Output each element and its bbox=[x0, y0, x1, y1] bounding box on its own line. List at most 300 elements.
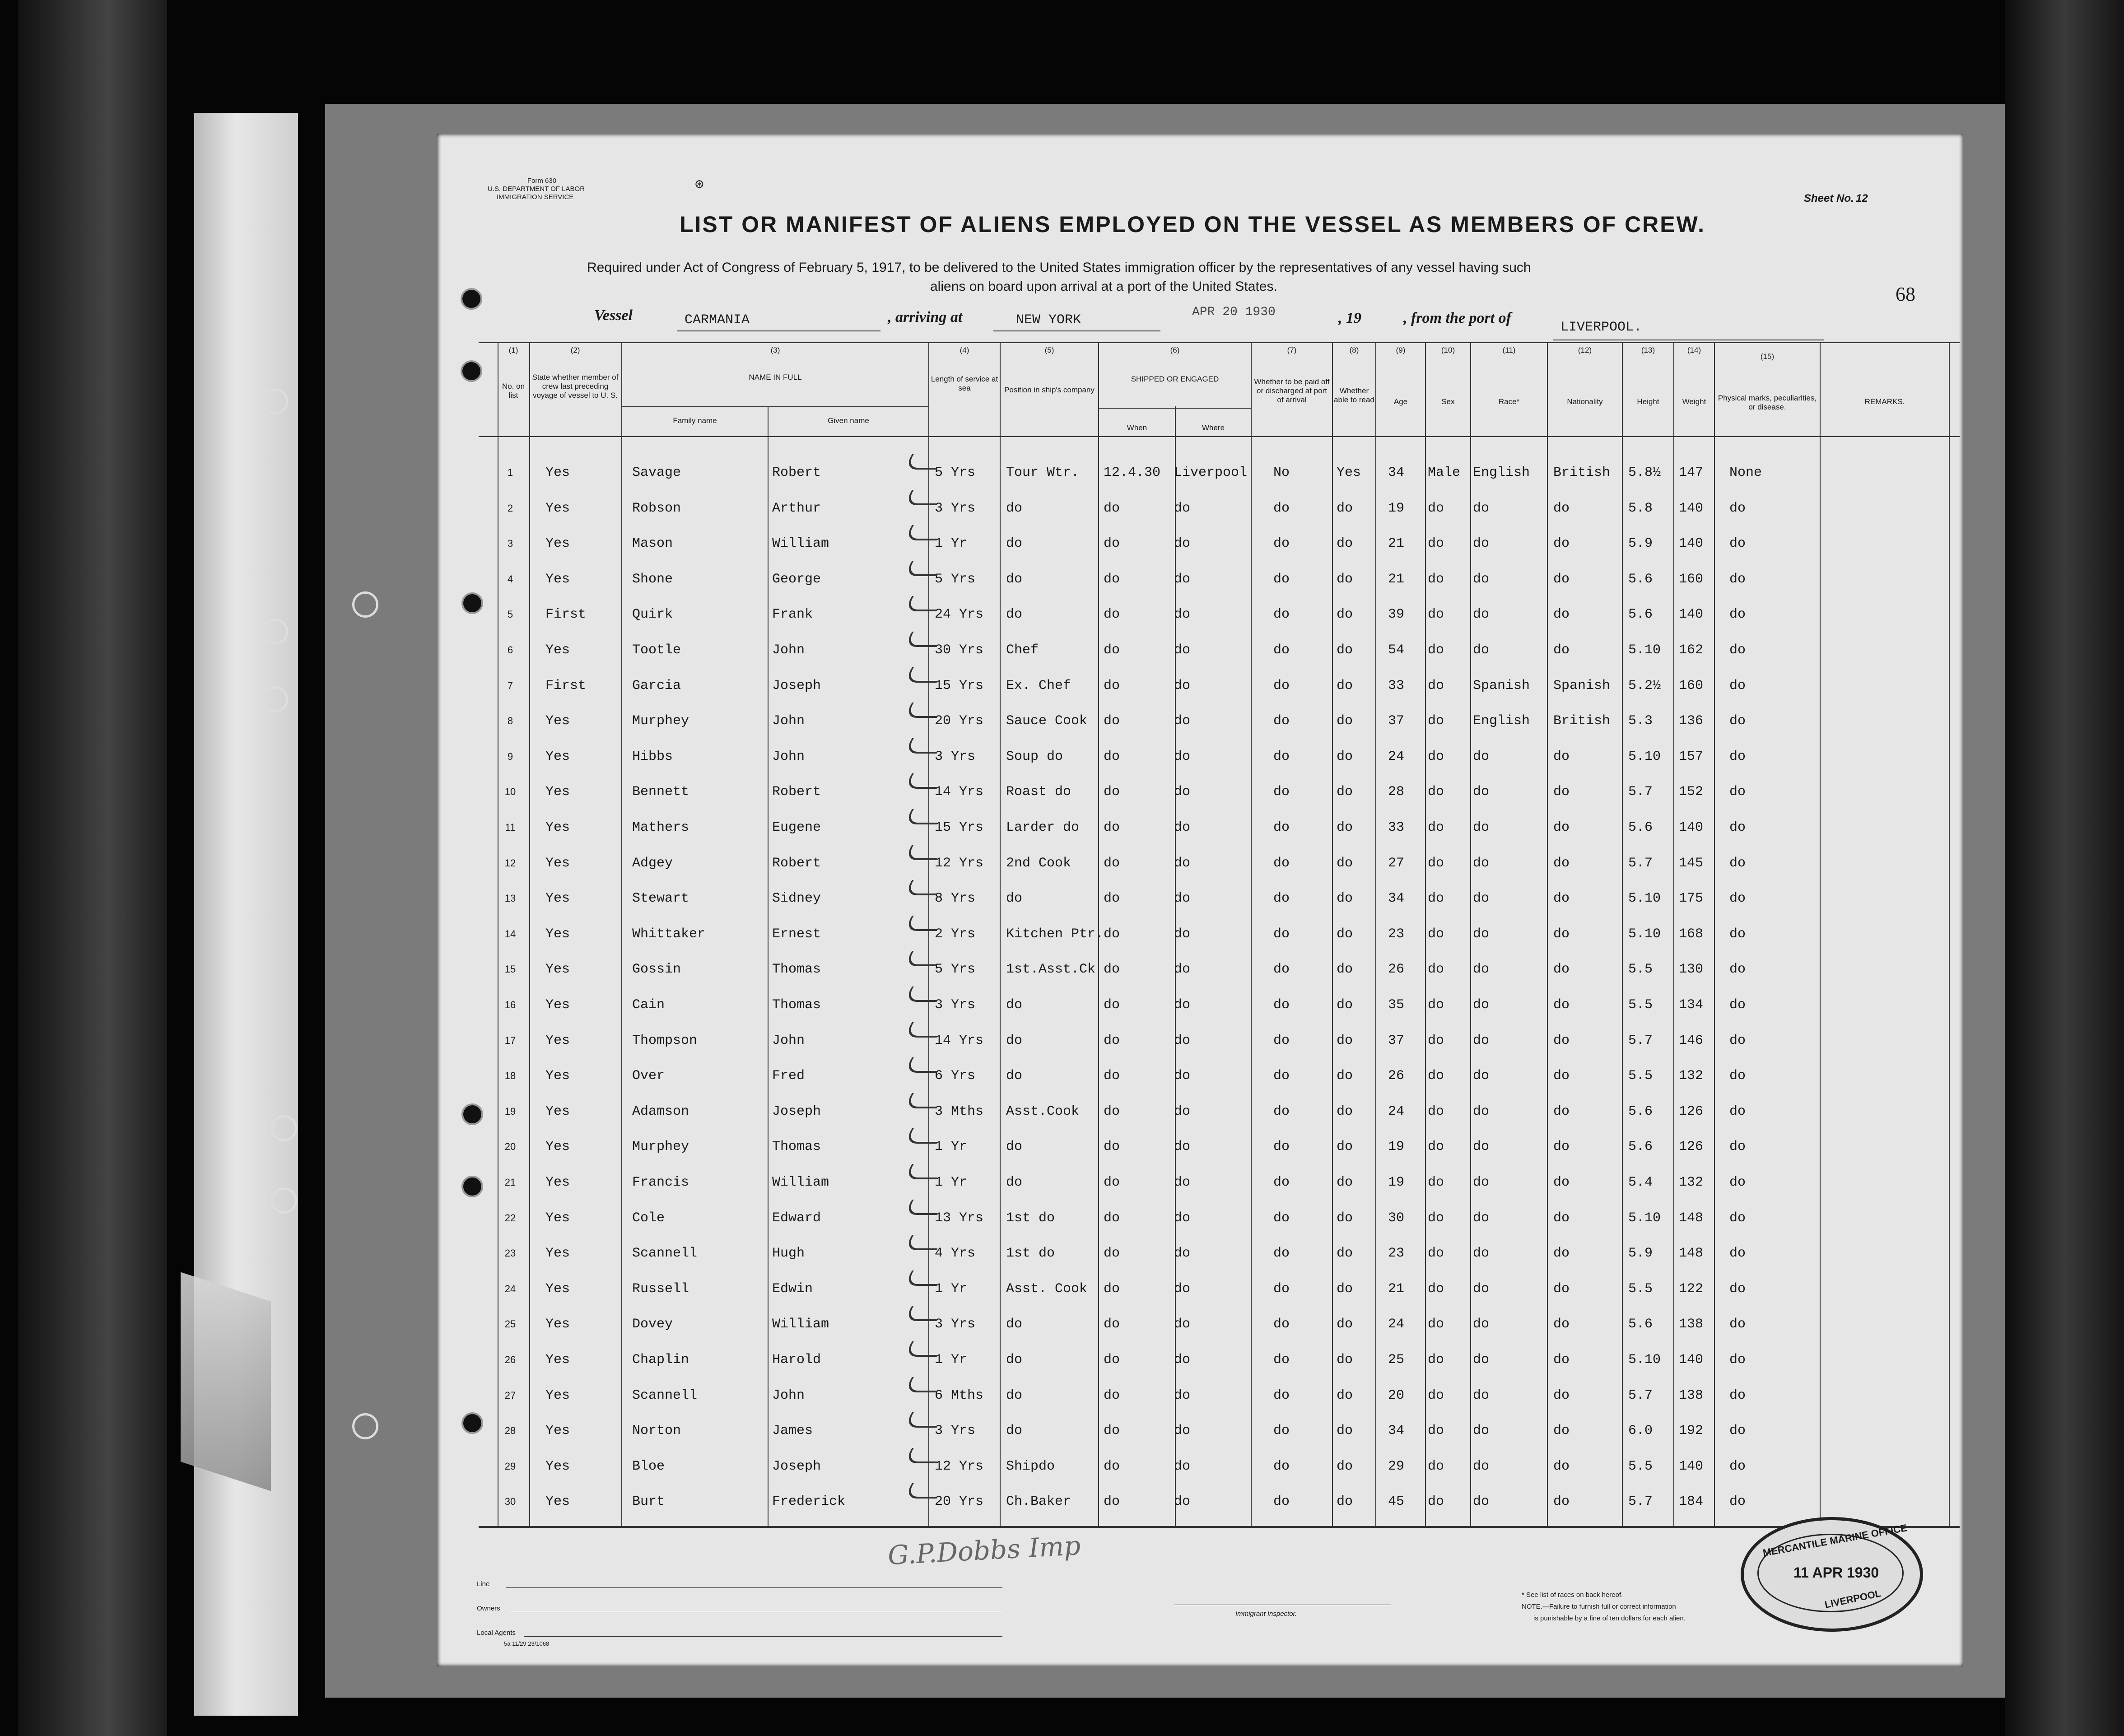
cell-weight: 148 bbox=[1679, 1210, 1704, 1226]
cell-service: 14 Yrs bbox=[935, 1033, 984, 1048]
cell-nationality: do bbox=[1553, 1139, 1570, 1155]
cell-read: do bbox=[1337, 1494, 1353, 1510]
cell-state: Yes bbox=[545, 1494, 570, 1510]
cell-nationality: do bbox=[1553, 1033, 1570, 1048]
cell-no: 3 bbox=[507, 538, 513, 549]
cell-where: do bbox=[1174, 642, 1191, 658]
table-row bbox=[0, 776, 1746, 811]
cell-age: 37 bbox=[1388, 1033, 1405, 1048]
cell-no: 6 bbox=[507, 644, 513, 656]
cell-service: 20 Yrs bbox=[935, 713, 984, 729]
cell-given: Robert bbox=[772, 465, 821, 480]
cell-no: 30 bbox=[504, 1496, 516, 1508]
cell-paid: do bbox=[1273, 678, 1290, 693]
cell-age: 24 bbox=[1388, 1103, 1405, 1119]
cell-weight: 140 bbox=[1679, 500, 1704, 516]
cell-service: 3 Yrs bbox=[935, 1423, 976, 1439]
table-row bbox=[0, 812, 1746, 847]
table-row bbox=[0, 741, 1746, 776]
header-when: When bbox=[1127, 424, 1147, 432]
cell-race: do bbox=[1473, 749, 1490, 764]
table-row bbox=[0, 1380, 1746, 1415]
cell-height: 5.8 bbox=[1628, 500, 1653, 516]
cell-family: Cole bbox=[632, 1210, 665, 1226]
cell-weight: 132 bbox=[1679, 1175, 1704, 1190]
cell-sex: Male bbox=[1428, 465, 1461, 480]
cell-no: 19 bbox=[504, 1105, 516, 1117]
cell-physical: do bbox=[1729, 607, 1746, 623]
table-row bbox=[0, 563, 1746, 599]
cell-read: do bbox=[1337, 607, 1353, 623]
table-row bbox=[0, 1060, 1746, 1095]
cell-given: John bbox=[772, 749, 805, 764]
cell-given: William bbox=[772, 1317, 829, 1332]
cell-sex: do bbox=[1428, 749, 1444, 764]
cell-read: do bbox=[1337, 642, 1353, 658]
cell-nationality: British bbox=[1553, 465, 1611, 480]
cell-sex: do bbox=[1428, 784, 1444, 800]
cell-state: Yes bbox=[545, 855, 570, 871]
cell-sex: do bbox=[1428, 1317, 1444, 1332]
cell-physical: do bbox=[1729, 1387, 1746, 1403]
cell-nationality: do bbox=[1553, 1210, 1570, 1226]
cell-where: do bbox=[1174, 784, 1191, 800]
cell-where: do bbox=[1174, 1139, 1191, 1155]
cell-race: do bbox=[1473, 1494, 1490, 1510]
cell-weight: 138 bbox=[1679, 1387, 1704, 1403]
sheet-label: Sheet No. bbox=[1804, 192, 1854, 205]
cell-state: Yes bbox=[545, 465, 570, 480]
cell-service: 4 Yrs bbox=[935, 1246, 976, 1261]
cell-read: do bbox=[1337, 855, 1353, 871]
stamp-date: 11 APR 1930 bbox=[1793, 1564, 1879, 1581]
cell-weight: 134 bbox=[1679, 997, 1704, 1013]
cell-position: Ch.Baker bbox=[1006, 1494, 1071, 1510]
cell-no: 25 bbox=[504, 1318, 516, 1330]
cell-position: do bbox=[1006, 1387, 1023, 1403]
cell-family: Chaplin bbox=[632, 1352, 689, 1368]
col-num-4: (4) bbox=[960, 346, 969, 354]
table-top-rule bbox=[479, 342, 1960, 343]
cell-read: do bbox=[1337, 962, 1353, 977]
cell-when: do bbox=[1104, 1458, 1120, 1474]
cell-service: 3 Yrs bbox=[935, 1317, 976, 1332]
cell-physical: do bbox=[1729, 1139, 1746, 1155]
cell-when: do bbox=[1104, 1423, 1120, 1439]
cell-read: do bbox=[1337, 1423, 1353, 1439]
cell-height: 5.9 bbox=[1628, 536, 1653, 552]
cell-family: Scannell bbox=[632, 1387, 698, 1403]
cell-sex: do bbox=[1428, 1175, 1444, 1190]
cell-given: Fred bbox=[772, 1068, 805, 1084]
rule bbox=[677, 330, 880, 331]
cell-no: 13 bbox=[504, 893, 516, 904]
cell-height: 5.4 bbox=[1628, 1175, 1653, 1190]
cell-height: 5.5 bbox=[1628, 1281, 1653, 1297]
header-height: Height bbox=[1637, 397, 1659, 406]
col-divider bbox=[1714, 342, 1715, 1526]
cell-no: 16 bbox=[504, 999, 516, 1010]
cell-position: 1st do bbox=[1006, 1246, 1055, 1261]
cell-weight: 132 bbox=[1679, 1068, 1704, 1084]
header-physical-marks: Physical marks, peculiarities, or disease. bbox=[1718, 394, 1817, 411]
cell-weight: 162 bbox=[1679, 642, 1704, 658]
cell-service: 2 Yrs bbox=[935, 926, 976, 942]
cell-weight: 146 bbox=[1679, 1033, 1704, 1048]
arrival-port: NEW YORK bbox=[1016, 312, 1081, 328]
cell-service: 3 Mths bbox=[935, 1103, 984, 1119]
cell-nationality: do bbox=[1553, 997, 1570, 1013]
cell-given: George bbox=[772, 571, 821, 587]
cell-when: do bbox=[1104, 1175, 1120, 1190]
table-row bbox=[0, 918, 1746, 954]
cell-sex: do bbox=[1428, 1103, 1444, 1119]
departure-port-label: , from the port of bbox=[1403, 310, 1511, 326]
cell-position: Roast do bbox=[1006, 784, 1071, 800]
cell-sex: do bbox=[1428, 997, 1444, 1013]
cell-height: 5.10 bbox=[1628, 891, 1661, 907]
cell-read: do bbox=[1337, 1458, 1353, 1474]
cell-no: 8 bbox=[507, 715, 513, 727]
subheader-rule bbox=[1098, 408, 1251, 409]
cell-weight: 122 bbox=[1679, 1281, 1704, 1297]
cell-no: 7 bbox=[507, 680, 513, 691]
form-subtitle-2: aliens on board upon arrival at a port of the United States. bbox=[930, 279, 1277, 294]
cell-weight: 130 bbox=[1679, 962, 1704, 977]
seal-icon: ⊛ bbox=[694, 177, 704, 191]
cell-paid: do bbox=[1273, 926, 1290, 942]
cell-height: 5.6 bbox=[1628, 820, 1653, 835]
cell-where: do bbox=[1174, 1387, 1191, 1403]
cell-no: 27 bbox=[504, 1389, 516, 1401]
cell-service: 8 Yrs bbox=[935, 891, 976, 907]
stamp-top-text: MERCANTILE MARINE OFFICE bbox=[1762, 1522, 1908, 1559]
cell-when: do bbox=[1104, 820, 1120, 835]
cell-family: Hibbs bbox=[632, 749, 673, 764]
cell-family: Burt bbox=[632, 1494, 665, 1510]
cell-when: do bbox=[1104, 1317, 1120, 1332]
cell-no: 1 bbox=[507, 467, 513, 478]
date-stamp: APR 20 1930 bbox=[1192, 305, 1276, 319]
cell-race: do bbox=[1473, 1033, 1490, 1048]
cell-age: 23 bbox=[1388, 926, 1405, 942]
cell-physical: do bbox=[1729, 500, 1746, 516]
cell-race: do bbox=[1473, 642, 1490, 658]
races-note: * See list of races on back hereof. bbox=[1522, 1591, 1623, 1599]
cell-physical: do bbox=[1729, 1033, 1746, 1048]
cell-no: 2 bbox=[507, 502, 513, 514]
cell-nationality: do bbox=[1553, 820, 1570, 835]
col-num-13: (13) bbox=[1641, 346, 1655, 354]
binder-ring bbox=[262, 388, 288, 414]
cell-age: 28 bbox=[1388, 784, 1405, 800]
cell-sex: do bbox=[1428, 1281, 1444, 1297]
cell-paid: do bbox=[1273, 749, 1290, 764]
cell-family: Norton bbox=[632, 1423, 681, 1439]
cell-race: do bbox=[1473, 1068, 1490, 1084]
cell-no: 12 bbox=[504, 857, 516, 869]
cell-read: do bbox=[1337, 1246, 1353, 1261]
cell-height: 5.5 bbox=[1628, 962, 1653, 977]
cell-physical: do bbox=[1729, 1210, 1746, 1226]
footer-line-label: Line bbox=[477, 1580, 490, 1588]
cell-nationality: do bbox=[1553, 1423, 1570, 1439]
cell-race: do bbox=[1473, 820, 1490, 835]
cell-family: Savage bbox=[632, 465, 681, 480]
cell-state: Yes bbox=[545, 1281, 570, 1297]
cell-height: 5.6 bbox=[1628, 1317, 1653, 1332]
cell-paid: do bbox=[1273, 1281, 1290, 1297]
cell-state: Yes bbox=[545, 997, 570, 1013]
cell-physical: do bbox=[1729, 855, 1746, 871]
cell-where: do bbox=[1174, 891, 1191, 907]
cell-race: do bbox=[1473, 926, 1490, 942]
cell-nationality: do bbox=[1553, 642, 1570, 658]
cell-state: Yes bbox=[545, 962, 570, 977]
cell-physical: do bbox=[1729, 820, 1746, 835]
cell-where: do bbox=[1174, 1246, 1191, 1261]
header-name-in-full: NAME IN FULL bbox=[749, 373, 802, 382]
cell-position: do bbox=[1006, 500, 1023, 516]
cell-paid: do bbox=[1273, 642, 1290, 658]
table-row bbox=[0, 493, 1746, 528]
cell-weight: 160 bbox=[1679, 678, 1704, 693]
cell-family: Tootle bbox=[632, 642, 681, 658]
cell-position: Kitchen Ptr. bbox=[1006, 926, 1104, 942]
cell-age: 21 bbox=[1388, 536, 1405, 552]
cell-no: 28 bbox=[504, 1425, 516, 1437]
cell-where: do bbox=[1174, 1458, 1191, 1474]
col-divider bbox=[1673, 342, 1674, 1526]
cell-position: do bbox=[1006, 536, 1023, 552]
table-row bbox=[0, 1202, 1746, 1238]
cell-nationality: Spanish bbox=[1553, 678, 1611, 693]
cell-nationality: do bbox=[1553, 1175, 1570, 1190]
cell-family: Stewart bbox=[632, 891, 689, 907]
cell-state: Yes bbox=[545, 784, 570, 800]
cell-race: do bbox=[1473, 1352, 1490, 1368]
cell-height: 6.0 bbox=[1628, 1423, 1653, 1439]
cell-race: do bbox=[1473, 997, 1490, 1013]
table-row bbox=[0, 954, 1746, 989]
cell-service: 15 Yrs bbox=[935, 678, 984, 693]
cell-position: do bbox=[1006, 1068, 1023, 1084]
cell-age: 33 bbox=[1388, 678, 1405, 693]
cell-position: do bbox=[1006, 997, 1023, 1013]
cell-where: do bbox=[1174, 1352, 1191, 1368]
cell-state: Yes bbox=[545, 891, 570, 907]
cell-height: 5.7 bbox=[1628, 784, 1653, 800]
cell-paid: do bbox=[1273, 1033, 1290, 1048]
cell-race: do bbox=[1473, 1423, 1490, 1439]
rule bbox=[524, 1636, 1002, 1637]
cell-height: 5.3 bbox=[1628, 713, 1653, 729]
cell-sex: do bbox=[1428, 820, 1444, 835]
table-header-rule bbox=[479, 436, 1960, 437]
cell-position: 1st.Asst.Ck bbox=[1006, 962, 1096, 977]
cell-given: Joseph bbox=[772, 1458, 821, 1474]
table-row bbox=[0, 1415, 1746, 1450]
cell-family: Garcia bbox=[632, 678, 681, 693]
cell-physical: do bbox=[1729, 713, 1746, 729]
cell-where: do bbox=[1174, 678, 1191, 693]
cell-where: do bbox=[1174, 536, 1191, 552]
cell-height: 5.6 bbox=[1628, 571, 1653, 587]
cell-race: do bbox=[1473, 1139, 1490, 1155]
cell-given: Joseph bbox=[772, 678, 821, 693]
cell-where: do bbox=[1174, 500, 1191, 516]
cell-given: William bbox=[772, 1175, 829, 1190]
cell-state: Yes bbox=[545, 500, 570, 516]
cell-sex: do bbox=[1428, 1139, 1444, 1155]
cell-given: Hugh bbox=[772, 1246, 805, 1261]
cell-height: 5.5 bbox=[1628, 1068, 1653, 1084]
cell-no: 21 bbox=[504, 1177, 516, 1188]
cell-state: Yes bbox=[545, 1175, 570, 1190]
cell-service: 30 Yrs bbox=[935, 642, 984, 658]
cell-given: Eugene bbox=[772, 820, 821, 835]
cell-paid: do bbox=[1273, 1423, 1290, 1439]
cell-read: do bbox=[1337, 536, 1353, 552]
cell-family: Quirk bbox=[632, 607, 673, 623]
cell-sex: do bbox=[1428, 1068, 1444, 1084]
cell-nationality: do bbox=[1553, 891, 1570, 907]
table-row bbox=[0, 1273, 1746, 1308]
cell-age: 25 bbox=[1388, 1352, 1405, 1368]
cell-family: Russell bbox=[632, 1281, 689, 1297]
cell-where: do bbox=[1174, 997, 1191, 1013]
cell-physical: do bbox=[1729, 536, 1746, 552]
cell-weight: 126 bbox=[1679, 1139, 1704, 1155]
cell-age: 20 bbox=[1388, 1387, 1405, 1403]
cell-when: do bbox=[1104, 1352, 1120, 1368]
cell-service: 15 Yrs bbox=[935, 820, 984, 835]
cell-physical: do bbox=[1729, 1175, 1746, 1190]
cell-physical: do bbox=[1729, 997, 1746, 1013]
cell-paid: do bbox=[1273, 1139, 1290, 1155]
cell-sex: do bbox=[1428, 926, 1444, 942]
cell-where: do bbox=[1174, 1317, 1191, 1332]
cell-given: Thomas bbox=[772, 962, 821, 977]
cell-paid: No bbox=[1273, 465, 1290, 480]
cell-race: do bbox=[1473, 536, 1490, 552]
cell-age: 39 bbox=[1388, 607, 1405, 623]
cell-sex: do bbox=[1428, 500, 1444, 516]
cell-when: do bbox=[1104, 713, 1120, 729]
col-num-11: (11) bbox=[1502, 346, 1516, 354]
cell-sex: do bbox=[1428, 713, 1444, 729]
cell-state: Yes bbox=[545, 1068, 570, 1084]
cell-height: 5.7 bbox=[1628, 1033, 1653, 1048]
cell-race: do bbox=[1473, 1210, 1490, 1226]
cell-given: Joseph bbox=[772, 1103, 821, 1119]
cell-age: 19 bbox=[1388, 1175, 1405, 1190]
cell-race: English bbox=[1473, 465, 1530, 480]
col-num-2: (2) bbox=[570, 346, 580, 354]
cell-where: do bbox=[1174, 820, 1191, 835]
cell-when: 12.4.30 bbox=[1104, 465, 1161, 480]
col-divider bbox=[1949, 342, 1950, 1526]
cell-read: do bbox=[1337, 749, 1353, 764]
cell-service: 5 Yrs bbox=[935, 962, 976, 977]
cell-where: Liverpool bbox=[1174, 465, 1248, 480]
cell-given: Frank bbox=[772, 607, 813, 623]
cell-race: do bbox=[1473, 1281, 1490, 1297]
vessel-name: CARMANIA bbox=[685, 312, 750, 328]
cell-paid: do bbox=[1273, 1103, 1290, 1119]
cell-where: do bbox=[1174, 1068, 1191, 1084]
cell-where: do bbox=[1174, 607, 1191, 623]
header-nationality: Nationality bbox=[1567, 397, 1603, 406]
cell-when: do bbox=[1104, 855, 1120, 871]
cell-height: 5.5 bbox=[1628, 997, 1653, 1013]
cell-family: Mathers bbox=[632, 820, 689, 835]
cell-state: Yes bbox=[545, 713, 570, 729]
cell-age: 24 bbox=[1388, 1317, 1405, 1332]
cell-position: do bbox=[1006, 1175, 1023, 1190]
cell-race: do bbox=[1473, 891, 1490, 907]
cell-no: 5 bbox=[507, 609, 513, 620]
cell-when: do bbox=[1104, 500, 1120, 516]
cell-read: do bbox=[1337, 1103, 1353, 1119]
cell-when: do bbox=[1104, 536, 1120, 552]
cell-height: 5.2½ bbox=[1628, 678, 1661, 693]
cell-family: Bloe bbox=[632, 1458, 665, 1474]
cell-height: 5.6 bbox=[1628, 1103, 1653, 1119]
cell-paid: do bbox=[1273, 997, 1290, 1013]
cell-height: 5.10 bbox=[1628, 749, 1661, 764]
cell-age: 35 bbox=[1388, 997, 1405, 1013]
cell-read: do bbox=[1337, 1033, 1353, 1048]
cell-no: 26 bbox=[504, 1354, 516, 1365]
header-paid-off: Whether to be paid off or discharged at port of arrival bbox=[1254, 377, 1330, 404]
cell-race: do bbox=[1473, 1246, 1490, 1261]
cell-given: Edwin bbox=[772, 1281, 813, 1297]
col-divider bbox=[1547, 342, 1548, 1526]
cell-read: do bbox=[1337, 571, 1353, 587]
cell-where: do bbox=[1174, 855, 1191, 871]
col-num-7: (7) bbox=[1287, 346, 1297, 354]
header-no-on-list: No. on list bbox=[502, 382, 525, 400]
cell-weight: 140 bbox=[1679, 607, 1704, 623]
cell-nationality: do bbox=[1553, 1103, 1570, 1119]
cell-service: 13 Yrs bbox=[935, 1210, 984, 1226]
col-num-6: (6) bbox=[1170, 346, 1180, 354]
cell-physical: do bbox=[1729, 1494, 1746, 1510]
cell-race: English bbox=[1473, 713, 1530, 729]
col-num-8: (8) bbox=[1349, 346, 1359, 354]
cell-physical: do bbox=[1729, 962, 1746, 977]
cell-height: 5.10 bbox=[1628, 926, 1661, 942]
cell-sex: do bbox=[1428, 1423, 1444, 1439]
cell-no: 17 bbox=[504, 1034, 516, 1046]
table-row bbox=[0, 1486, 1746, 1521]
inspector-label: Immigrant Inspector. bbox=[1235, 1610, 1297, 1618]
stamp-bottom-text: LIVERPOOL bbox=[1823, 1587, 1882, 1610]
cell-height: 5.10 bbox=[1628, 1352, 1661, 1368]
cell-nationality: do bbox=[1553, 1352, 1570, 1368]
subheader-rule bbox=[621, 406, 928, 407]
cell-nationality: do bbox=[1553, 1068, 1570, 1084]
cell-physical: do bbox=[1729, 678, 1746, 693]
cell-given: John bbox=[772, 642, 805, 658]
cell-height: 5.7 bbox=[1628, 1494, 1653, 1510]
cell-physical: do bbox=[1729, 749, 1746, 764]
cell-height: 5.8½ bbox=[1628, 465, 1661, 480]
cell-nationality: do bbox=[1553, 1387, 1570, 1403]
cell-read: do bbox=[1337, 1210, 1353, 1226]
cell-family: Dovey bbox=[632, 1317, 673, 1332]
